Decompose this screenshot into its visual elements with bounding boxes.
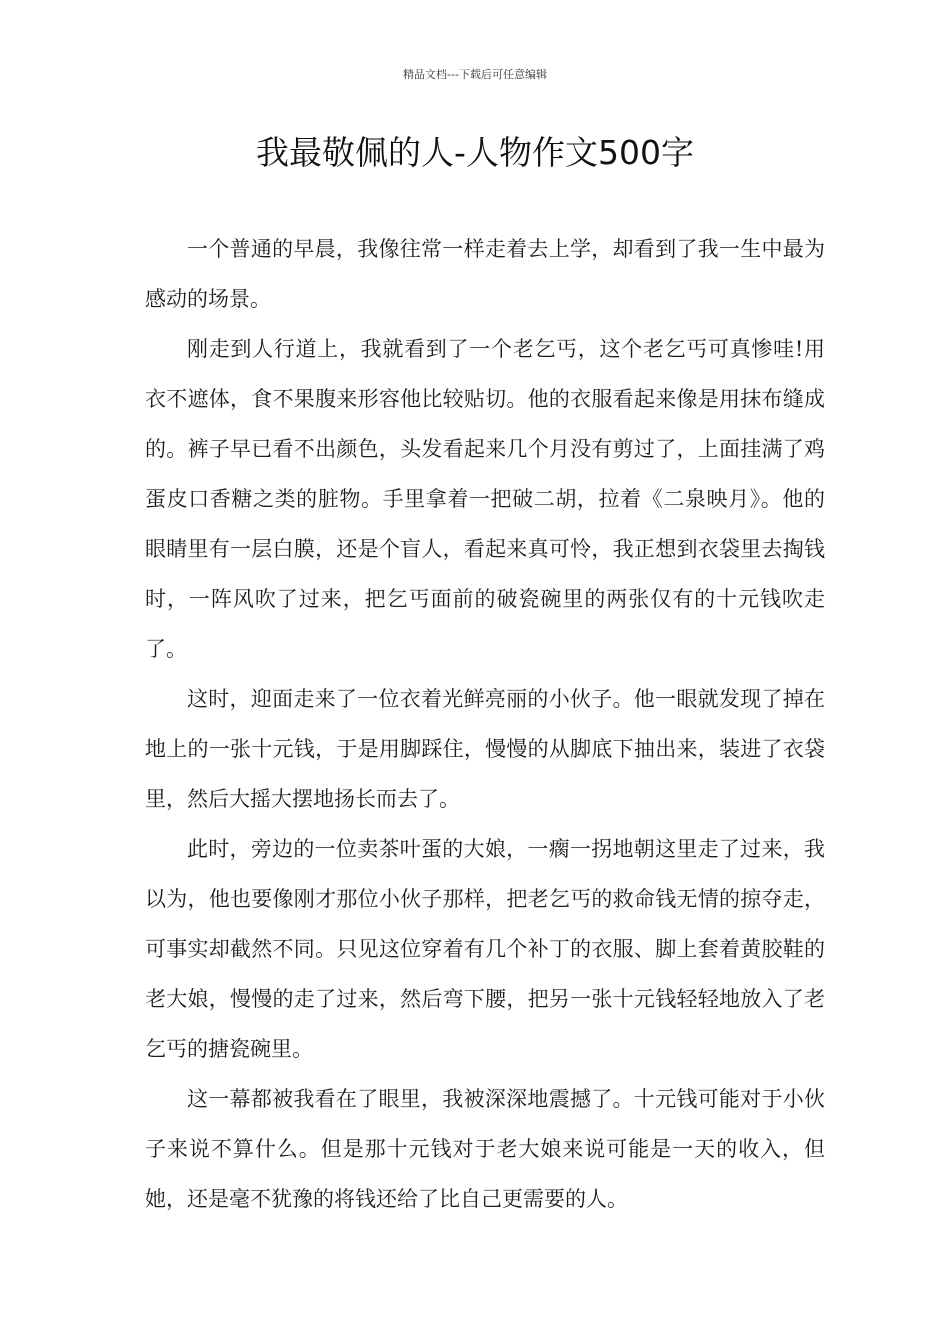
paragraph-4: 此时，旁边的一位卖茶叶蛋的大娘，一瘸一拐地朝这里走了过来，我以为，他也要像刚才那位小伙子那样，把老乞丐的救命钱无情的掠夺走，可事实却截然不同。只见这位穿着有几个补丁的衣服、脚上套着黄胶鞋的老大娘，慢慢的走了过来，然后弯下腰，把另一张十元钱轻轻地放入了老乞丐的搪瓷碗里。 [145,837,825,1061]
document-body [145,224,825,1224]
header-note: 精品文档---下载后可任意编辑 [403,68,547,81]
document-title: 我最敬佩的人-人物作文500字 [256,133,694,172]
paragraph-1: 一个普通的早晨，我像往常一样走着去上学，却看到了我一生中最为感动的场景。 [145,237,825,311]
paragraph-5: 这一幕都被我看在了眼里，我被深深地震撼了。十元钱可能对于小伙子来说不算什么。但是那十元钱对于老大娘来说可能是一天的收入，但她，还是毫不犹豫的将钱还给了比自己更需要的人。 [145,1087,825,1211]
paragraph-2: 刚走到人行道上，我就看到了一个老乞丐，这个老乞丐可真惨哇!用衣不遮体，食不果腹来形容他比较贴切。他的衣服看起来像是用抹布缝成的。裤子早已看不出颜色，头发看起来几个月没有剪过了，上面挂满了鸡蛋皮口香糖之类的脏物。手里拿着一把破二胡，拉着《二泉映月》。他的眼睛里有一层白膜，还是个盲人，看起来真可怜，我正想到衣袋里去掏钱时，一阵风吹了过来，把乞丐面前的破瓷碗里的两张仅有的十元钱吹走了。 [145,337,825,661]
paragraph-3: 这时，迎面走来了一位衣着光鲜亮丽的小伙子。他一眼就发现了掉在地上的一张十元钱，于是用脚踩住，慢慢的从脚底下抽出来，装进了衣袋里，然后大摇大摆地扬长而去了。 [145,687,825,811]
